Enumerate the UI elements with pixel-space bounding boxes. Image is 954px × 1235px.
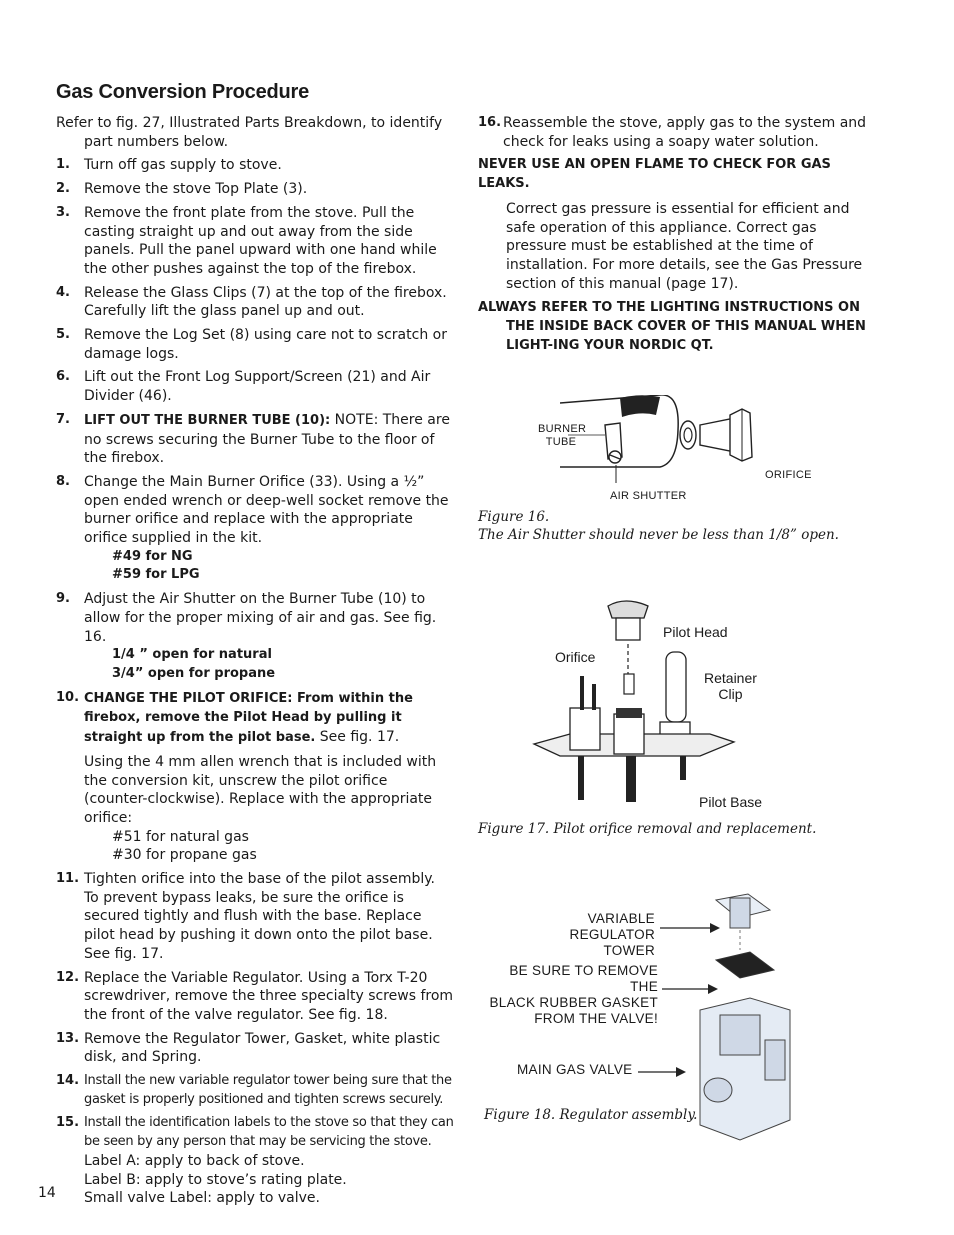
step-number: 9.: [56, 591, 70, 607]
step-item: [56, 180, 454, 199]
page-title: Gas Conversion Procedure: [56, 81, 310, 103]
step-item: [56, 473, 454, 585]
step-text: [84, 1030, 454, 1067]
step-number: 3.: [56, 204, 70, 220]
fig18-arrow-gasket: [662, 982, 718, 996]
step-16-text: Reassemble the stove, apply gas to the system and check for leaks using a soapy water solution.: [503, 115, 867, 150]
step-text: [84, 156, 454, 175]
fig16-burner-tube-label: BURNER TUBE: [538, 423, 587, 448]
fig17-retainer-clip-label: Retainer Clip: [704, 670, 757, 702]
step-text: [84, 326, 454, 363]
step-item: [56, 326, 454, 363]
fig16-caption-note: The Air Shutter should never be less than 1/8” open.: [478, 527, 839, 543]
step-item: [56, 1114, 454, 1208]
step-item: [56, 689, 454, 748]
step-number: 7.: [56, 411, 70, 427]
step-text: [84, 870, 454, 964]
step-body: Install the identification labels to the stove so that they can be seen by any person that may be servicing the stove.: [84, 1115, 454, 1150]
step-body: Adjust the Air Shutter on the Burner Tube (10) to allow for the proper mixing of air and gas. See fig. 16.: [84, 591, 437, 645]
step-body: Using the 4 mm allen wrench that is included with the conversion kit, unscrew the pilot orifice (counter-clockwise). Replace with the appropriate orifice:: [84, 753, 437, 826]
step-text: [84, 969, 454, 1025]
fig18-gasket-warning-label: BE SURE TO REMOVE THE BLACK RUBBER GASKET FROM THE VALVE!: [489, 963, 658, 1026]
step-bold-lead: CHANGE THE PILOT ORIFICE: From within the firebox, remove the Pilot Head by pulling it straight up from the pilot base.: [84, 690, 413, 746]
fig17-caption: Figure 17. Pilot orifice removal and replacement.: [478, 821, 817, 837]
step-item: [56, 969, 454, 1025]
step-item: [56, 368, 454, 405]
step-text: [84, 1072, 454, 1109]
figure-16-burner-tube-illustration: [560, 395, 780, 485]
step-text: [84, 368, 454, 405]
step-item: [56, 753, 454, 865]
step-number: 2.: [56, 181, 70, 197]
step-body: Remove the stove Top Plate (3).: [84, 181, 308, 198]
step-number: 4.: [56, 284, 70, 300]
step-body: See fig. 17.: [315, 729, 400, 746]
label-instruction: Label B: apply to stove’s rating plate.: [84, 1171, 347, 1188]
step-text: [84, 590, 454, 684]
fig16-caption-title: Figure 16.: [478, 509, 550, 525]
step-body: Turn off gas supply to stove.: [84, 157, 282, 174]
step-body: Tighten orifice into the base of the pilot assembly. To prevent bypass leaks, be sure the orifice is secured tightly and flush with the base. Replace pilot head by pushing it down onto the pilot base. See fig. 17.: [84, 871, 435, 962]
fig17-pilot-head-label: Pilot Head: [663, 624, 728, 640]
orifice-spec: 1/4 ” open for natural: [112, 647, 272, 663]
step-text: [84, 753, 454, 865]
step-item: [56, 411, 454, 468]
step-body: Install the new variable regulator tower being sure that the gasket is properly positioned and tighten screws securely.: [84, 1073, 452, 1107]
gas-pressure-note: Correct gas pressure is essential for efficient and safe operation of this appliance. Correct gas pressure must be established at the time of installation. For more details, see the Gas Pressure section of this manual (page 17).: [506, 200, 863, 292]
step-text: [84, 689, 454, 748]
right-column: [478, 114, 878, 355]
pilot-orifice-spec: #51 for natural gas: [112, 828, 249, 845]
page-number: 14: [38, 1185, 56, 1201]
step-text: [84, 204, 454, 279]
step-body: Replace the Variable Regulator. Using a Torx T-20 screwdriver, remove the three specialty screws from the front of the valve regulator. See fig. 18.: [84, 969, 454, 1023]
step-number: 12.: [56, 969, 80, 985]
fig18-arrow-tower: [660, 921, 720, 935]
fig16-orifice-label: ORIFICE: [765, 469, 812, 481]
step-item: [56, 590, 454, 684]
warning-open-flame: NEVER USE AN OPEN FLAME TO CHECK FOR GAS LEAKS.: [478, 157, 831, 192]
step-number: [56, 753, 84, 865]
step-text: [84, 473, 454, 585]
step-body: Change the Main Burner Orifice (33). Using a ½” open ended wrench or deep-well socket remove the burner orifice and replace with the appropriate orifice supplied in the kit.: [84, 473, 449, 547]
fig16-air-shutter-label: AIR SHUTTER: [610, 490, 687, 502]
step-body: Lift out the Front Log Support/Screen (21) and Air Divider (46).: [84, 369, 431, 405]
step-bold-lead: LIFT OUT THE BURNER TUBE (10):: [84, 412, 331, 428]
fig17-pilot-base-label: Pilot Base: [699, 794, 763, 810]
step-number: 11.: [56, 871, 80, 887]
step-item: [56, 1072, 454, 1109]
pilot-orifice-spec: #30 for propane gas: [112, 847, 257, 864]
step-text: [84, 180, 454, 199]
step-body: Remove the Log Set (8) using care not to scratch or damage logs.: [84, 327, 447, 362]
step-text: [84, 1114, 454, 1208]
step-16: 16. Reassemble the stove, apply gas to the system and check for leaks using a soapy water solution.: [478, 114, 878, 151]
orifice-spec: #49 for NG: [112, 548, 193, 564]
step-item: [56, 156, 454, 175]
step-number: 10.: [56, 689, 80, 705]
fig18-main-gas-valve-label: MAIN GAS VALVE: [517, 1062, 633, 1077]
label-instruction: Small valve Label: apply to valve.: [84, 1190, 320, 1207]
left-column: [56, 114, 454, 1213]
warning-lighting: ALWAYS REFER TO THE LIGHTING INSTRUCTIONS ON THE INSIDE BACK COVER OF THIS MANUAL WHEN LIGHT-ING YOUR NORDIC QT.: [478, 300, 866, 354]
step-text: [84, 284, 454, 321]
step-body: NOTE: There are no screws securing the Burner Tube to the floor of the firebox.: [84, 411, 450, 467]
fig18-arrow-valve: [638, 1065, 686, 1079]
label-instruction: Label A: apply to back of stove.: [84, 1152, 305, 1169]
fig17-orifice-label: Orifice: [555, 649, 596, 665]
step-number: 13.: [56, 1030, 80, 1046]
step-number: 8.: [56, 473, 70, 489]
step-number: 6.: [56, 369, 70, 385]
step-body: Remove the front plate from the stove. Pull the casting straight up and out away from the side panels. Pull the panel upward with one hand while the other pushes against the top of the firebox.: [84, 204, 437, 277]
steps-list: [56, 156, 454, 1208]
step-number: 14.: [56, 1073, 80, 1089]
orifice-spec: #59 for LPG: [112, 567, 200, 583]
step-body: Release the Glass Clips (7) at the top of the firebox. Carefully lift the glass panel up and out.: [84, 284, 447, 320]
intro-text: Refer to fig. 27, Illustrated Parts Breakdown, to identify part numbers below.: [56, 115, 443, 150]
step-number: 5.: [56, 327, 70, 343]
step-item: [56, 204, 454, 279]
step-text: [84, 411, 454, 468]
step-number: 1.: [56, 157, 70, 173]
step-item: [56, 870, 454, 964]
orifice-spec: 3/4” open for propane: [112, 665, 276, 681]
step-body: Remove the Regulator Tower, Gasket, white plastic disk, and Spring.: [84, 1030, 441, 1066]
step-number: 15.: [56, 1115, 80, 1131]
fig18-caption: Figure 18. Regulator assembly.: [484, 1107, 698, 1123]
fig18-regulator-tower-label: VARIABLE REGULATOR TOWER: [569, 911, 655, 958]
step-item: [56, 1030, 454, 1067]
step-item: [56, 284, 454, 321]
